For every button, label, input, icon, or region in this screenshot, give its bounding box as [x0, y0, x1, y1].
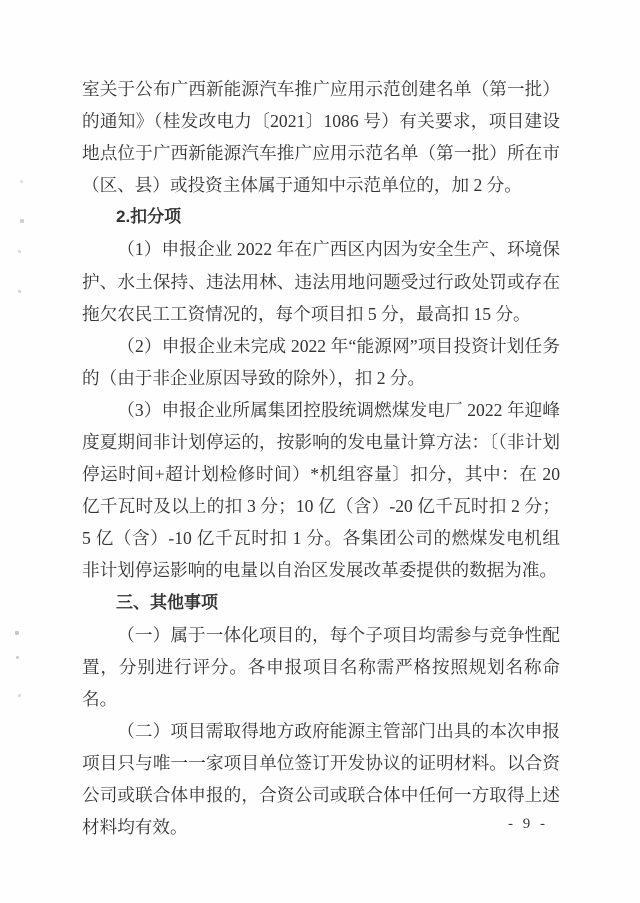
paragraph-2: 2.扣分项 — [116, 207, 182, 227]
scan-speck — [18, 290, 21, 293]
page-number: - 9 - — [508, 816, 548, 832]
paragraph-5: （3）申报企业所属集团控股统调燃煤发电厂 2022 年迎峰度夏期间非计划停运的，按影响的发电量计算方法：〔（非计划停运时间+超计划检修时间）*机组容量〕扣分，其中：在 20 亿千瓦时及以上的扣 3 分；10 亿（含）-20 亿千瓦时扣 2 分；5 亿（含）-10 亿千瓦时扣 1 分。各集团公司的燃煤发电机组非计划停运影响的电量以自治区发展改革委提供的数据为准。 — [82, 399, 560, 581]
paragraph-3: （1）申报企业 2022 年在广西区内因为安全生产、环境保护、水土保持、违法用林、违法用地问题受过行政处罚或存在拖欠农民工工资情况的，每个项目扣 5 分，最高扣 15 分。 — [82, 239, 560, 324]
scan-speck — [16, 656, 19, 659]
document-body — [82, 73, 560, 843]
paragraph-1: 室关于公布广西新能源汽车推广应用示范创建名单（第一批）的通知》（桂发改电力〔2021〕1086 号）有关要求，项目建设地点位于广西新能源汽车推广应用示范名单（第一批）所在市（区、县）或投资主体属于通知中示范单位的，加 2 分。 — [82, 79, 560, 196]
paragraph-6: 三、其他事项 — [116, 592, 218, 612]
paragraph-8: （二）项目需取得地方政府能源主管部门出具的本次申报项目只与唯一一家项目单位签订开发协议的证明材料。以合资公司或联合体申报的，合资公司或联合体中任何一方取得上述材料均有效。 — [82, 720, 560, 838]
scan-speck — [20, 219, 24, 223]
scan-speck — [20, 180, 23, 183]
scan-speck — [18, 250, 21, 253]
paragraph-4: （2）申报企业未完成 2022 年“能源网”项目投资计划任务的（由于非企业原因导致的除外），扣 2 分。 — [82, 335, 560, 388]
paragraph-7: （一）属于一体化项目的，每个子项目均需参与竞争性配置，分别进行评分。各申报项目名称需严格按照规划名称命名。 — [82, 624, 560, 709]
scan-speck — [15, 631, 19, 635]
scan-speck — [18, 694, 21, 697]
